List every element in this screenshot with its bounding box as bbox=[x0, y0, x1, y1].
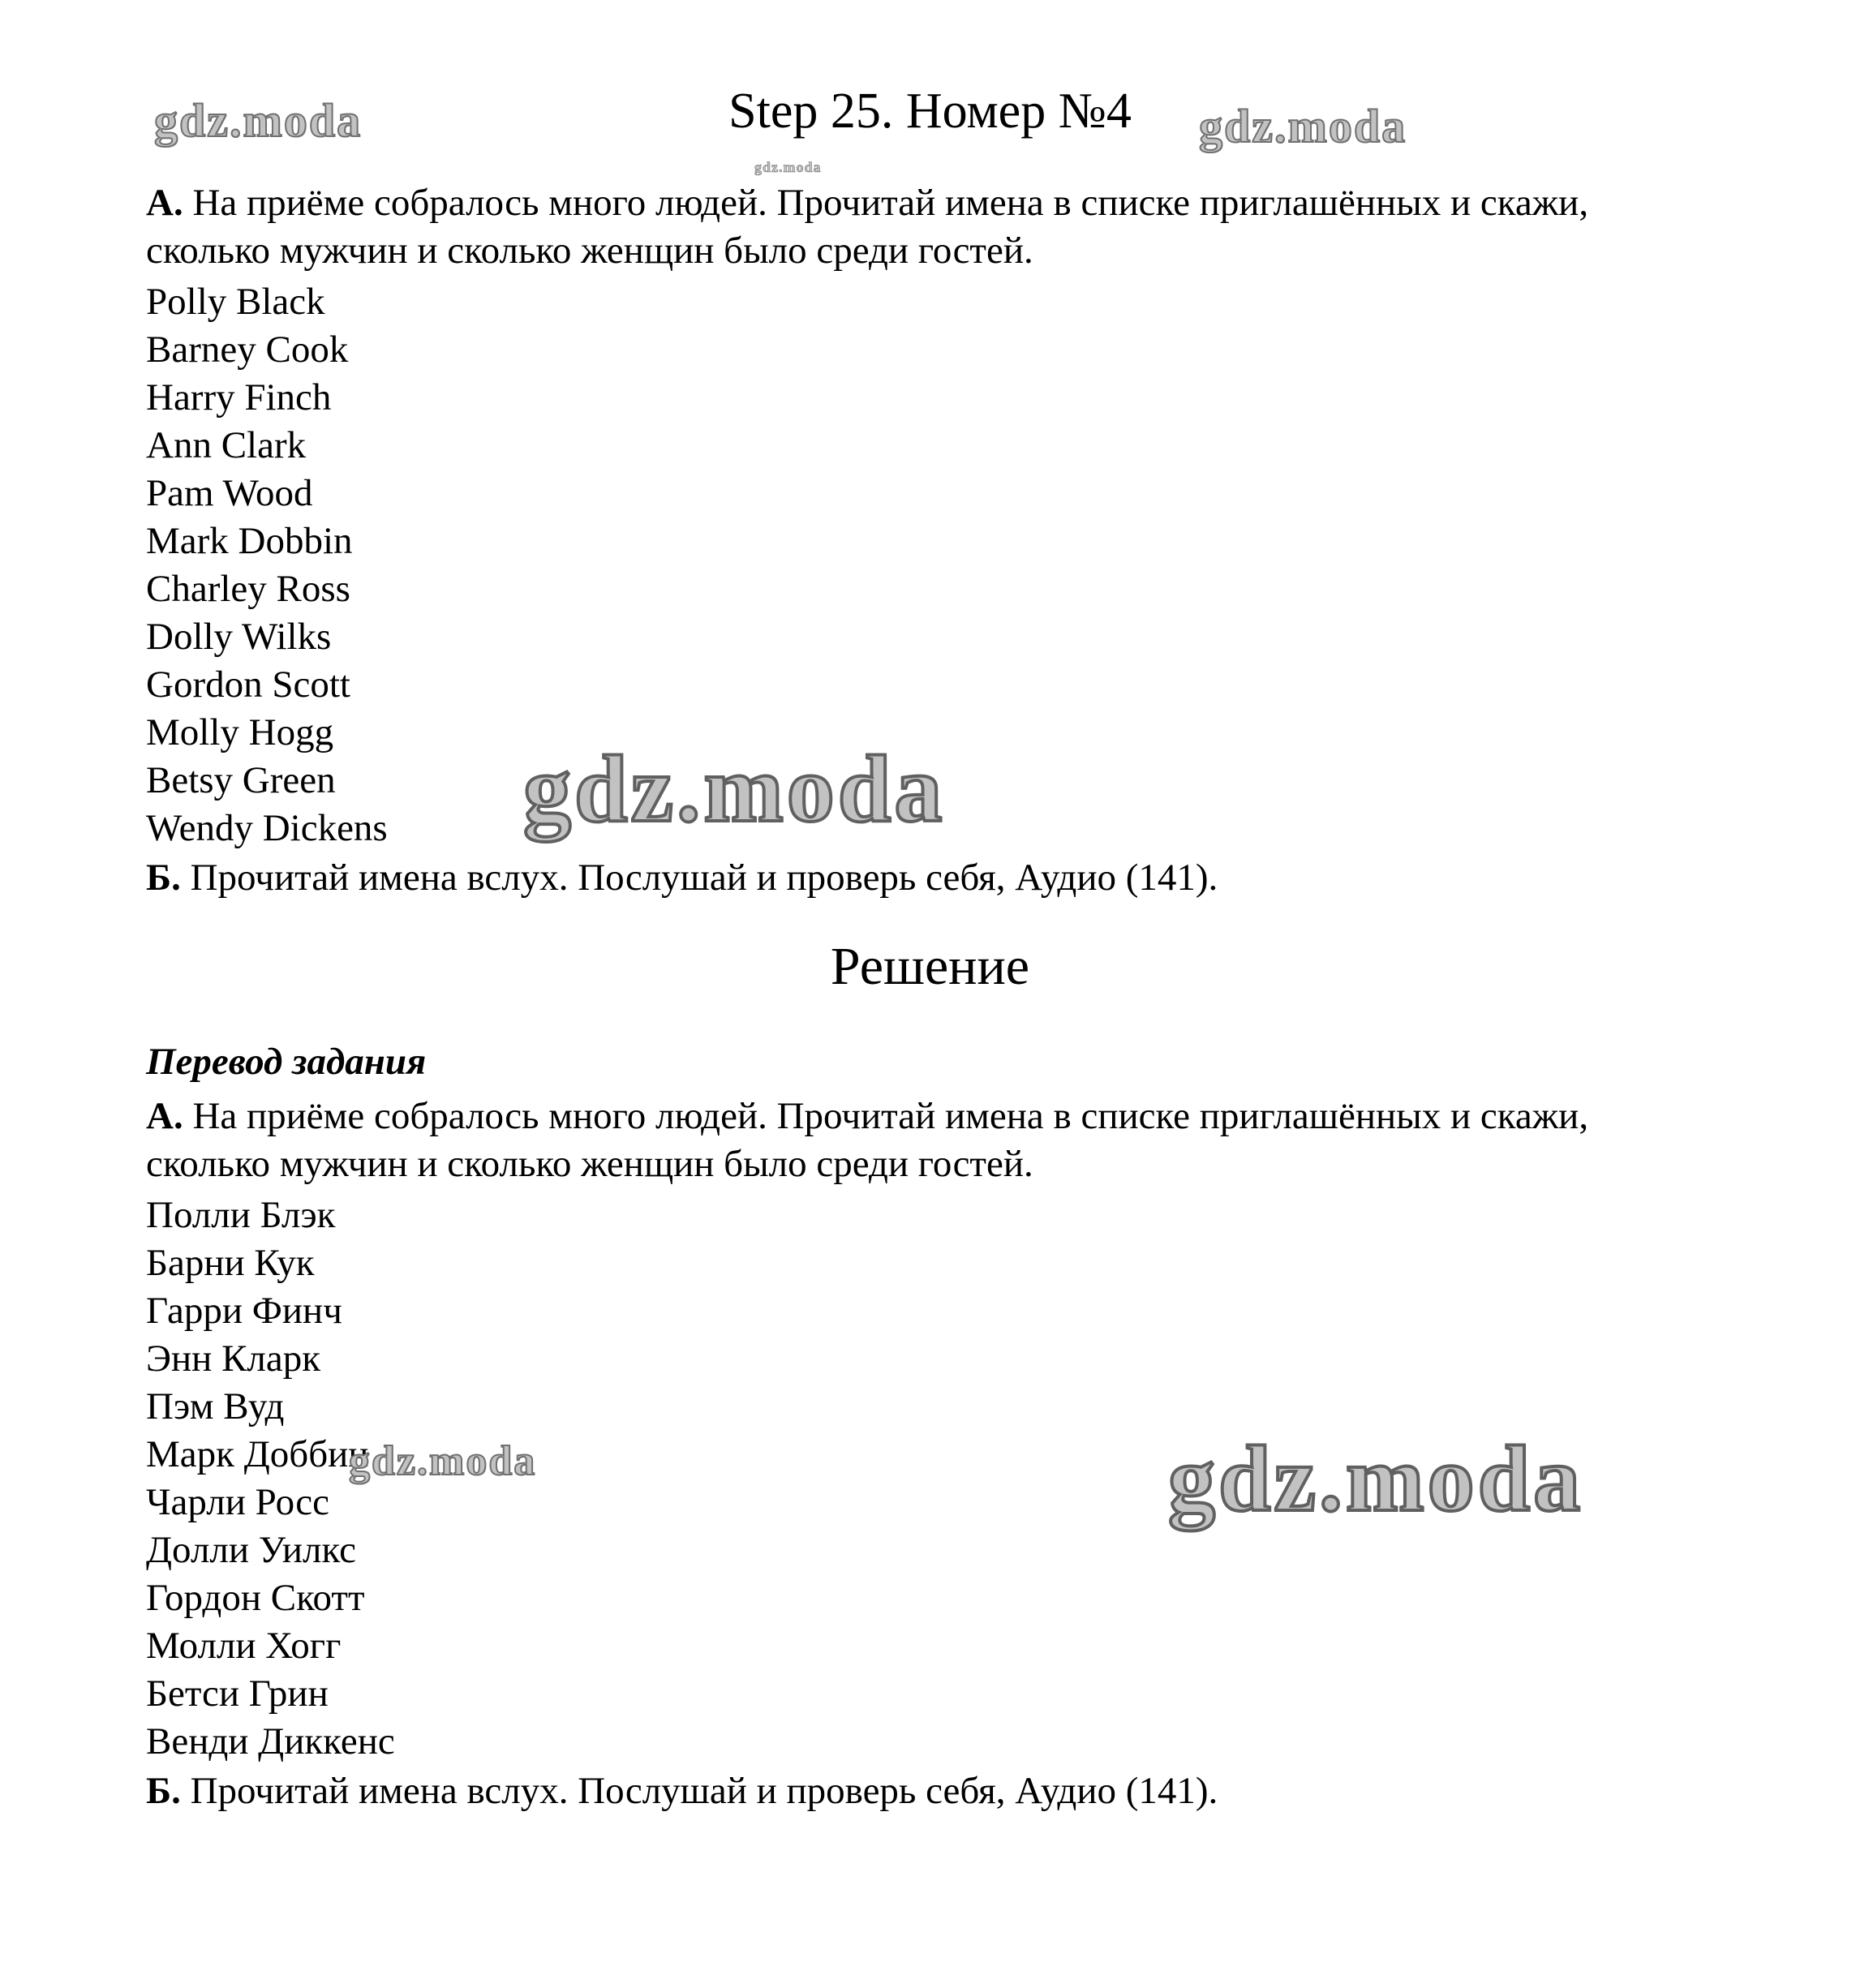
name-item: Ann Clark bbox=[146, 424, 307, 466]
task-a-ru bbox=[146, 1093, 1714, 1188]
watermark-under-title: gdz.moda bbox=[754, 159, 822, 175]
task-b-ru bbox=[146, 1767, 1714, 1815]
watermark-mid-left: gdz.moda bbox=[349, 1438, 537, 1484]
task-a-label: А. bbox=[146, 182, 183, 224]
solution-heading: Решение bbox=[830, 937, 1030, 996]
name-item: Энн Кларк bbox=[146, 1337, 321, 1380]
watermark-title-right: gdz.moda bbox=[1199, 100, 1407, 152]
watermark-center: gdz.moda bbox=[523, 736, 946, 842]
translation-label: Перевод задания bbox=[146, 1041, 427, 1083]
names-list-ru bbox=[146, 1192, 1714, 1766]
task-a-ru-label: А. bbox=[146, 1095, 183, 1137]
task-a-en bbox=[146, 179, 1714, 275]
name-item: Polly Black bbox=[146, 281, 325, 323]
name-item: Долли Уилкс bbox=[146, 1529, 357, 1571]
name-item: Полли Блэк bbox=[146, 1194, 336, 1236]
watermark-top-left: gdz.moda bbox=[154, 94, 363, 147]
page-title: Step 25. Номер №4 bbox=[728, 84, 1132, 139]
name-item: Charley Ross bbox=[146, 568, 350, 610]
task-b-label: Б. bbox=[146, 857, 181, 899]
task-b-ru-label: Б. bbox=[146, 1770, 181, 1812]
name-item: Марк Доббин bbox=[146, 1433, 369, 1475]
name-item: Gordon Scott bbox=[146, 663, 350, 706]
name-item: Barney Cook bbox=[146, 328, 349, 371]
name-item: Pam Wood bbox=[146, 472, 313, 514]
task-b-en bbox=[146, 854, 1714, 902]
name-item: Венди Диккенс bbox=[146, 1720, 395, 1763]
name-item: Wendy Dickens bbox=[146, 807, 388, 849]
name-item: Harry Finch bbox=[146, 376, 332, 419]
task-b-ru-text: Прочитай имена вслух. Послушай и проверь себя, Аудио (141). bbox=[190, 1770, 1218, 1812]
name-item: Гордон Скотт bbox=[146, 1577, 365, 1619]
task-b-text: Прочитай имена вслух. Послушай и проверь себя, Аудио (141). bbox=[190, 857, 1218, 899]
name-item: Dolly Wilks bbox=[146, 616, 332, 658]
name-item: Пэм Вуд bbox=[146, 1385, 285, 1428]
task-a-ru-text: На приёме собралось много людей. Прочитай имена в списке приглашённых и скажи, сколько мужчин и сколько женщин было среди гостей. bbox=[146, 1095, 1589, 1185]
name-item: Молли Хогг bbox=[146, 1625, 342, 1667]
name-item: Mark Dobbin bbox=[146, 520, 353, 562]
name-item: Гарри Финч bbox=[146, 1290, 342, 1332]
name-item: Бетси Грин bbox=[146, 1672, 329, 1715]
name-item: Molly Hogg bbox=[146, 711, 334, 754]
watermark-bottom-right: gdz.moda bbox=[1168, 1428, 1584, 1531]
name-item: Betsy Green bbox=[146, 759, 336, 801]
task-a-text: На приёме собралось много людей. Прочитай имена в списке приглашённых и скажи, сколько мужчин и сколько женщин было среди гостей. bbox=[146, 182, 1589, 272]
name-item: Чарли Росс bbox=[146, 1481, 330, 1523]
names-list-en bbox=[146, 278, 1714, 852]
name-item: Барни Кук bbox=[146, 1242, 315, 1284]
